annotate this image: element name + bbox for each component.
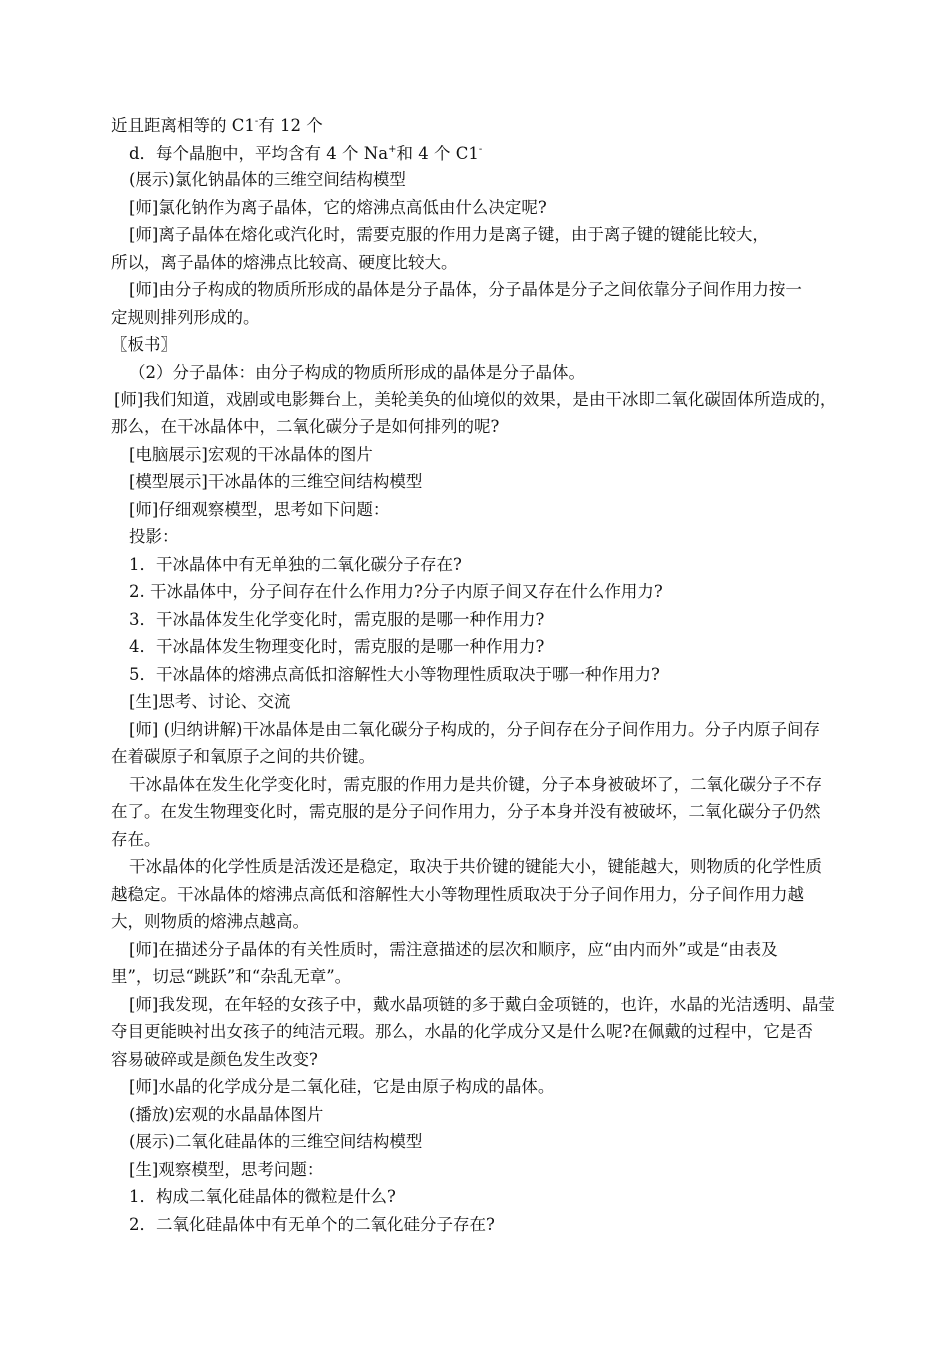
- text-line: [师] (归纳讲解)干冰晶体是由二氧化碳分子构成的，分子间存在分子间作用力。分子内原子间存: [129, 720, 820, 739]
- text-line: [师]氯化钠作为离子晶体，它的熔沸点高低由什么决定呢?: [129, 198, 547, 217]
- text-line: [师]在描述分子晶体的有关性质时，需注意描述的层次和顺序，应“由内而外”或是“由表及: [129, 940, 778, 959]
- text-line: 在了。在发生物理变化时，需克服的是分子问作用力，分子本身并没有被破坏，二氧化碳分子仍然: [111, 802, 821, 821]
- list-item: 4．干冰晶体发生物理变化时，需克服的是哪一种作用力?: [129, 637, 545, 656]
- list-item: 3．干冰晶体发生化学变化时，需克服的是哪一种作用力?: [129, 610, 545, 629]
- list-item: 2．二氧化硅晶体中有无单个的二氧化硅分子存在?: [129, 1215, 495, 1234]
- list-item: 1．干冰晶体中有无单独的二氧化碳分子存在?: [129, 555, 462, 574]
- text-line: [生]观察模型，思考问题：: [129, 1160, 324, 1179]
- text-line: 容易破碎或是颜色发生改变?: [111, 1050, 318, 1069]
- text-line: 干冰晶体在发生化学变化时，需克服的作用力是共价键，分子本身被破坏了，二氧化碳分子不存: [129, 775, 822, 794]
- text-line: (展示)氯化钠晶体的三维空间结构模型: [129, 170, 406, 189]
- text-line: [师]离子晶体在熔化或汽化时，需要克服的作用力是离子键，由于离子键的键能比较大，: [129, 225, 769, 244]
- text-line: [电脑展示]宏观的干冰晶体的图片: [129, 445, 373, 464]
- board-heading: 〖板书〗: [111, 335, 177, 354]
- text-line: (播放)宏观的水晶晶体图片: [129, 1105, 324, 1124]
- text-line: 里”，切忌“跳跃”和“杂乱无章”。: [111, 967, 352, 986]
- text-line: 大，则物质的熔沸点越高。: [111, 912, 309, 931]
- text-line: d．每个晶胞中，平均含有 4 个 Na+和 4 个 C1-: [129, 144, 483, 163]
- text-line: 干冰晶体的化学性质是活泼还是稳定，取决于共价键的键能大小，键能越大，则物质的化学性质: [129, 857, 822, 876]
- text-line: 近且距离相等的 C1-有 12 个: [111, 116, 323, 135]
- text-line: 存在。: [111, 830, 161, 849]
- list-item: 1．构成二氧化硅晶体的微粒是什么?: [129, 1187, 396, 1206]
- text-line: （2）分子晶体：由分子构成的物质所形成的晶体是分子晶体。: [129, 363, 585, 382]
- text-line: (展示)二氧化硅晶体的三维空间结构模型: [129, 1132, 423, 1151]
- list-item: 2. 干冰晶体中，分子间存在什么作用力?分子内原子间又存在什么作用力?: [129, 582, 663, 601]
- text-line: 那么，在干冰晶体中，二氧化碳分子是如何排列的呢?: [111, 417, 500, 436]
- text-line: 投影：: [129, 527, 179, 546]
- text-line: 越稳定。干冰晶体的熔沸点高低和溶解性大小等物理性质取决于分子间作用力，分子间作用力越: [111, 885, 804, 904]
- text-line: [师]我们知道，戏剧或电影舞台上，美轮美奂的仙境似的效果，是由干冰即二氧化碳固体所造成的，: [114, 390, 837, 409]
- text-line: [师]我发现，在年轻的女孩子中，戴水晶项链的多于戴白金项链的，也许，水晶的光洁透明、晶莹: [129, 995, 835, 1014]
- text-line: [师]仔细观察模型，思考如下问题：: [129, 500, 390, 519]
- text-line: [模型展示]干冰晶体的三维空间结构模型: [129, 472, 423, 491]
- text-line: 定规则排列形成的。: [111, 308, 260, 327]
- text-line: 夺目更能映衬出女孩子的纯洁元瑕。那么，水晶的化学成分又是什么呢?在佩戴的过程中，它是否: [111, 1022, 813, 1041]
- text-line: 所以，离子晶体的熔沸点比较高、硬度比较大。: [111, 253, 458, 272]
- list-item: 5．干冰晶体的熔沸点高低扣溶解性大小等物理性质取决于哪一种作用力?: [129, 665, 660, 684]
- text-line: [师]由分子构成的物质所形成的晶体是分子晶体，分子晶体是分子之间依靠分子间作用力按一: [129, 280, 802, 299]
- text-line: [师]水晶的化学成分是二氧化硅，它是由原子构成的晶体。: [129, 1077, 555, 1096]
- text-line: 在着碳原子和氧原子之间的共价键。: [111, 747, 375, 766]
- text-line: [生]思考、讨论、交流: [129, 692, 291, 711]
